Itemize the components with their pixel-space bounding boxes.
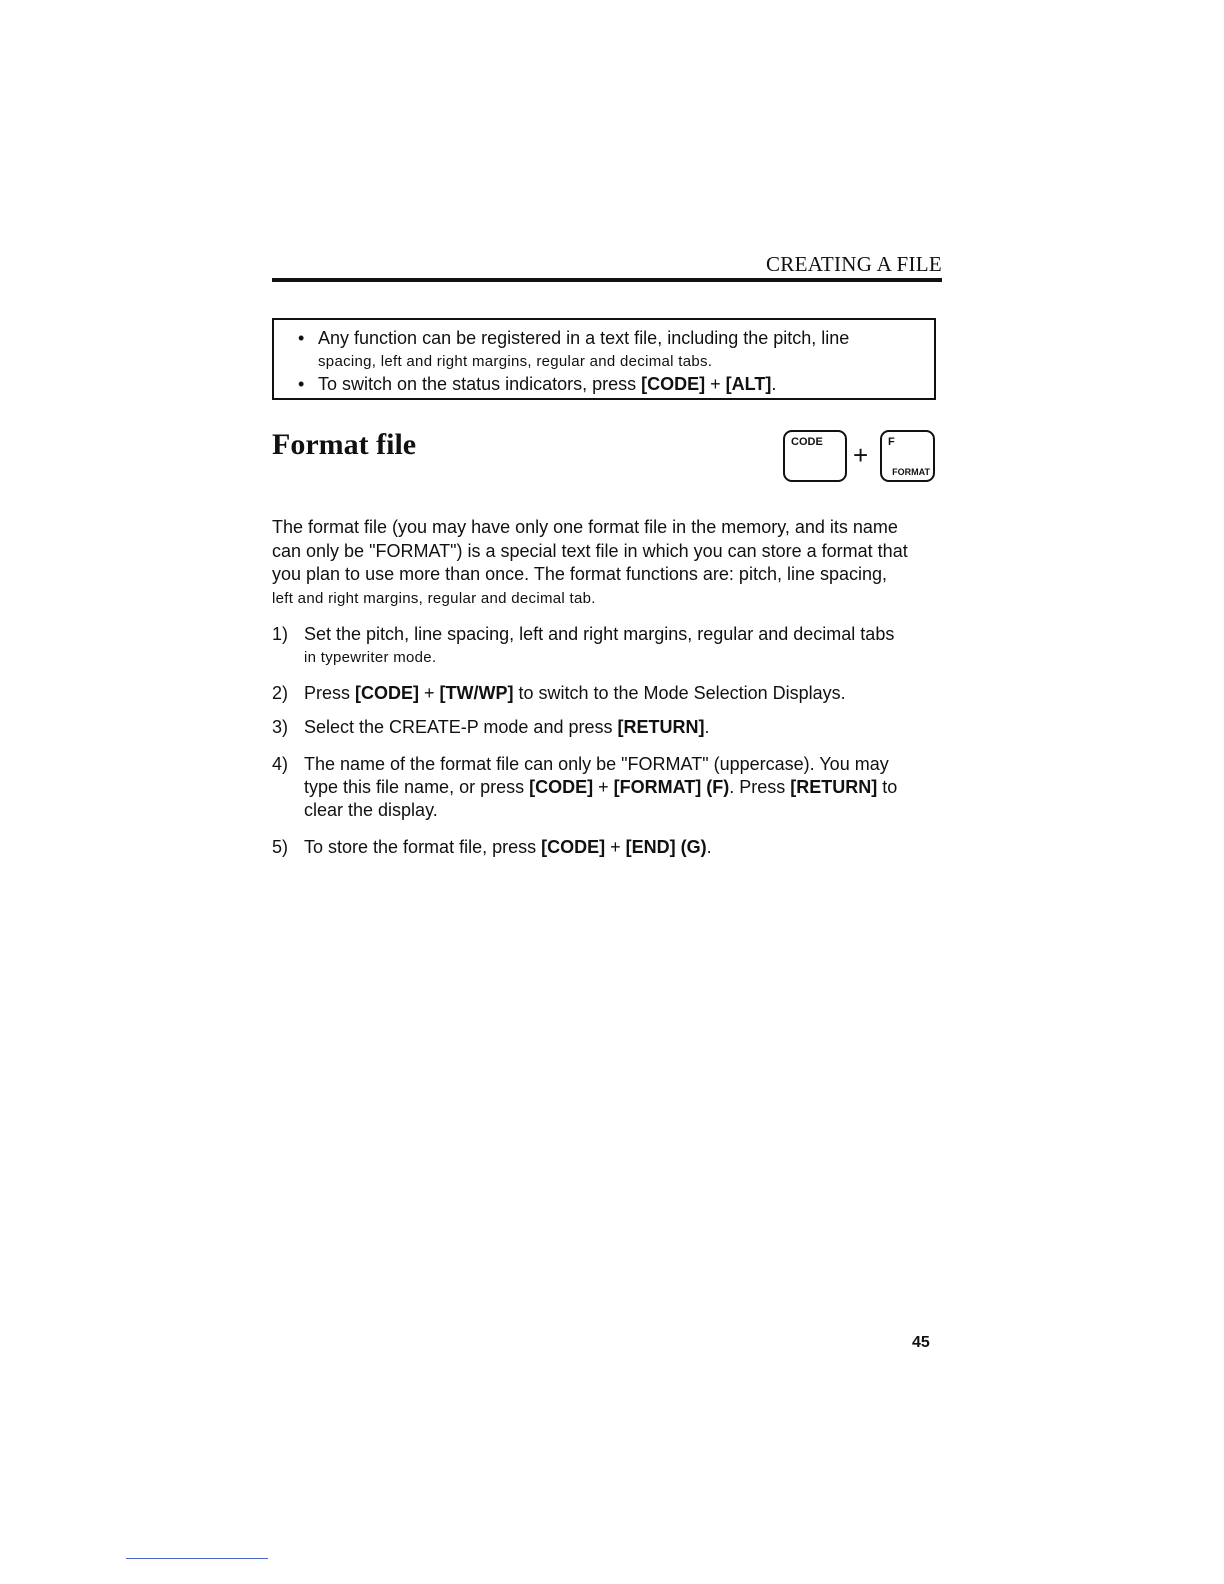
step-number: 5) bbox=[272, 837, 289, 857]
note-text-3: To switch on the status indicators, press bbox=[318, 374, 642, 394]
code-key-icon bbox=[783, 430, 847, 482]
intro-line-3: you plan to use more than once. The format functions are: pitch, line spacing, bbox=[272, 564, 888, 584]
step-number: 3) bbox=[272, 717, 289, 737]
step-line bbox=[304, 776, 944, 799]
plus-sign: + bbox=[419, 683, 440, 703]
period: . bbox=[706, 837, 712, 857]
key-ref-end: [END] (G) bbox=[625, 837, 707, 857]
key-ref-twwp: [TW/WP] bbox=[439, 683, 514, 703]
running-header: CREATING A FILE bbox=[765, 252, 942, 276]
note-box bbox=[272, 318, 936, 400]
key-ref-code: [CODE] bbox=[529, 777, 594, 797]
footer-rule bbox=[126, 1558, 268, 1559]
note-line-3 bbox=[298, 374, 776, 395]
key-ref-code: [CODE] bbox=[355, 683, 420, 703]
step-text bbox=[304, 753, 944, 822]
key-ref-format: [FORMAT] (F) bbox=[613, 777, 730, 797]
step-text bbox=[304, 682, 944, 705]
bullet: • bbox=[298, 328, 305, 348]
format-key-letter: F bbox=[888, 436, 895, 448]
plus-sign: + bbox=[705, 374, 726, 394]
period: . bbox=[704, 717, 710, 737]
step-number: 2) bbox=[272, 683, 289, 703]
header-rule bbox=[272, 278, 942, 282]
text: to bbox=[877, 777, 898, 797]
step-number: 4) bbox=[272, 754, 289, 774]
key-ref-alt: [ALT] bbox=[725, 374, 772, 394]
key-ref-code: [CODE] bbox=[641, 374, 706, 394]
note-text-1: Any function can be registered in a text file, including the pitch, line bbox=[318, 328, 850, 348]
bullet: • bbox=[298, 374, 305, 394]
intro-line-1: The format file (you may have only one format file in the memory, and its name bbox=[272, 517, 898, 537]
intro-line-4: left and right margins, regular and decimal tab. bbox=[272, 589, 596, 607]
page-number: 45 bbox=[912, 1334, 930, 1351]
step-line: The name of the format file can only be "FORMAT" (uppercase). You may bbox=[304, 754, 889, 774]
step-line: in typewriter mode. bbox=[304, 649, 437, 666]
step-text bbox=[304, 836, 944, 859]
format-key-icon bbox=[880, 430, 935, 482]
key-plus-sign: + bbox=[853, 440, 869, 470]
plus-sign: + bbox=[605, 837, 626, 857]
format-key-label: FORMAT bbox=[892, 467, 930, 477]
text: . Press bbox=[729, 777, 791, 797]
key-ref-code: [CODE] bbox=[541, 837, 606, 857]
plus-sign: + bbox=[593, 777, 614, 797]
note-line-2: spacing, left and right margins, regular and decimal tabs. bbox=[318, 353, 713, 370]
code-key-label: CODE bbox=[791, 436, 823, 448]
text: Press bbox=[304, 683, 356, 703]
step-line: clear the display. bbox=[304, 800, 438, 820]
text: Select the CREATE-P mode and press bbox=[304, 717, 618, 737]
section-title: Format file bbox=[272, 428, 417, 461]
note-line-1 bbox=[298, 328, 849, 349]
text: to switch to the Mode Selection Displays. bbox=[513, 683, 846, 703]
step-text bbox=[304, 623, 944, 669]
period: . bbox=[771, 374, 777, 394]
text: To store the format file, press bbox=[304, 837, 542, 857]
step-number: 1) bbox=[272, 624, 289, 644]
key-ref-return: [RETURN] bbox=[790, 777, 878, 797]
text: type this file name, or press bbox=[304, 777, 530, 797]
step-line: Set the pitch, line spacing, left and right margins, regular and decimal tabs bbox=[304, 624, 895, 644]
intro-paragraph bbox=[272, 516, 944, 610]
intro-line-2: can only be "FORMAT") is a special text file in which you can store a format that bbox=[272, 540, 908, 561]
key-ref-return: [RETURN] bbox=[617, 717, 705, 737]
step-text bbox=[304, 716, 944, 739]
